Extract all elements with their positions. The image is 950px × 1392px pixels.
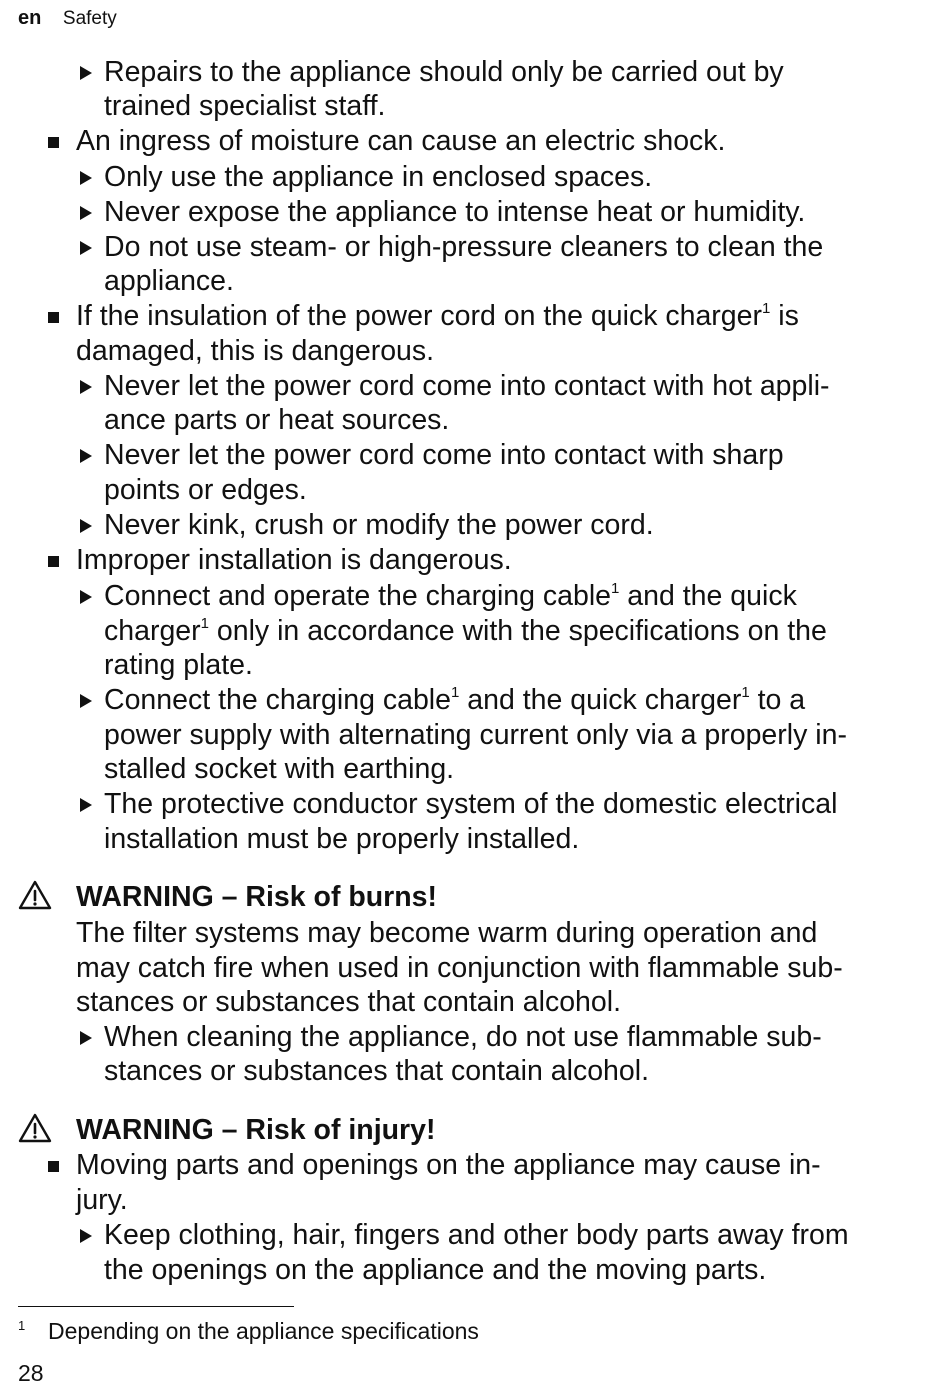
arrow-bullet-icon bbox=[80, 798, 92, 812]
instruction-line: Only use the appliance in enclosed spaces. bbox=[104, 161, 653, 193]
square-bullet-icon bbox=[48, 312, 59, 323]
instruction-line: rating plate. bbox=[104, 649, 253, 681]
arrow-bullet-icon bbox=[80, 1031, 92, 1045]
square-bullet-icon bbox=[48, 137, 59, 148]
instruction-line: Keep clothing, hair, fingers and other body parts away from bbox=[104, 1219, 849, 1251]
instruction-line: Never let the power cord come into contact with hot appli- bbox=[104, 370, 830, 402]
arrow-bullet-icon bbox=[80, 694, 92, 708]
text-fragment: to a bbox=[749, 684, 806, 716]
arrow-bullet-icon bbox=[80, 590, 92, 604]
text-fragment: If the insulation of the power cord on the quick charger bbox=[76, 300, 762, 332]
section-title: Safety bbox=[62, 8, 117, 29]
text-fragment: and the quick charger bbox=[459, 684, 742, 716]
instruction-line: appliance. bbox=[104, 265, 234, 297]
text-fragment: Connect the charging cable bbox=[104, 684, 451, 716]
instruction-line bbox=[104, 579, 797, 618]
text-fragment: is bbox=[770, 300, 799, 332]
instruction-line: Never expose the appliance to intense heat or humidity. bbox=[104, 196, 806, 228]
warning-text: may catch fire when used in conjunction with flammable sub- bbox=[76, 952, 843, 984]
text-fragment: Connect and operate the charging cable bbox=[104, 580, 612, 612]
square-bullet-icon bbox=[48, 1161, 59, 1172]
hazard-line: Moving parts and openings on the appliance may cause in- bbox=[76, 1149, 821, 1181]
hazard-line: An ingress of moisture can cause an electric shock. bbox=[76, 125, 726, 157]
warning-heading: WARNING – Risk of burns! bbox=[76, 881, 438, 913]
hazard-line: jury. bbox=[76, 1184, 128, 1216]
arrow-bullet-icon bbox=[80, 206, 92, 220]
instruction-line bbox=[104, 683, 805, 722]
language-code: en bbox=[18, 7, 42, 29]
page-number: 28 bbox=[18, 1360, 44, 1386]
footnote-ref: 1 bbox=[741, 684, 750, 701]
footnote-text: Depending on the appliance specifications bbox=[48, 1318, 479, 1344]
instruction-line: stances or substances that contain alcohol. bbox=[104, 1055, 649, 1087]
footnote-ref: 1 bbox=[611, 580, 620, 597]
instruction-line: ance parts or heat sources. bbox=[104, 404, 450, 436]
instruction-line: Do not use steam- or high-pressure cleaners to clean the bbox=[104, 231, 824, 263]
text-fragment: charger bbox=[104, 615, 201, 647]
hazard-line: Improper installation is dangerous. bbox=[76, 544, 512, 576]
instruction-line: the openings on the appliance and the moving parts. bbox=[104, 1254, 767, 1286]
page-header bbox=[18, 7, 117, 30]
arrow-bullet-icon bbox=[80, 171, 92, 185]
instruction-line: power supply with alternating current only via a properly in- bbox=[104, 719, 847, 751]
footnote-divider bbox=[18, 1306, 294, 1307]
warning-triangle-icon bbox=[18, 1113, 52, 1143]
text-fragment: only in accordance with the specifications on the bbox=[208, 615, 827, 647]
instruction-line: The protective conductor system of the domestic electrical bbox=[104, 788, 838, 820]
footnote-ref: 1 bbox=[762, 300, 771, 317]
arrow-bullet-icon bbox=[80, 519, 92, 533]
instruction-line: When cleaning the appliance, do not use flammable sub- bbox=[104, 1021, 822, 1053]
arrow-bullet-icon bbox=[80, 380, 92, 394]
instruction-line: stalled socket with earthing. bbox=[104, 753, 455, 785]
warning-heading: WARNING – Risk of injury! bbox=[76, 1114, 436, 1146]
footnote-ref: 1 bbox=[450, 684, 460, 701]
hazard-line: damaged, this is dangerous. bbox=[76, 335, 435, 367]
arrow-bullet-icon bbox=[80, 241, 92, 255]
arrow-bullet-icon bbox=[80, 66, 92, 80]
instruction-line: trained specialist staff. bbox=[104, 90, 386, 122]
footnote-ref: 1 bbox=[200, 615, 209, 632]
instruction-line: Never let the power cord come into contact with sharp bbox=[104, 439, 784, 471]
warning-text: stances or substances that contain alcohol. bbox=[76, 986, 621, 1018]
text-fragment: and the quick bbox=[619, 580, 797, 612]
hazard-line bbox=[76, 299, 799, 338]
warning-triangle-icon bbox=[18, 880, 52, 910]
arrow-bullet-icon bbox=[80, 1229, 92, 1243]
instruction-line: Repairs to the appliance should only be carried out by bbox=[104, 56, 784, 88]
instruction-line: points or edges. bbox=[104, 474, 307, 506]
instruction-line: Never kink, crush or modify the power cord. bbox=[104, 509, 654, 541]
warning-text: The filter systems may become warm during operation and bbox=[76, 917, 818, 949]
instruction-line: installation must be properly installed. bbox=[104, 823, 580, 855]
arrow-bullet-icon bbox=[80, 449, 92, 463]
footnote-number: 1 bbox=[18, 1318, 26, 1333]
square-bullet-icon bbox=[48, 556, 59, 567]
